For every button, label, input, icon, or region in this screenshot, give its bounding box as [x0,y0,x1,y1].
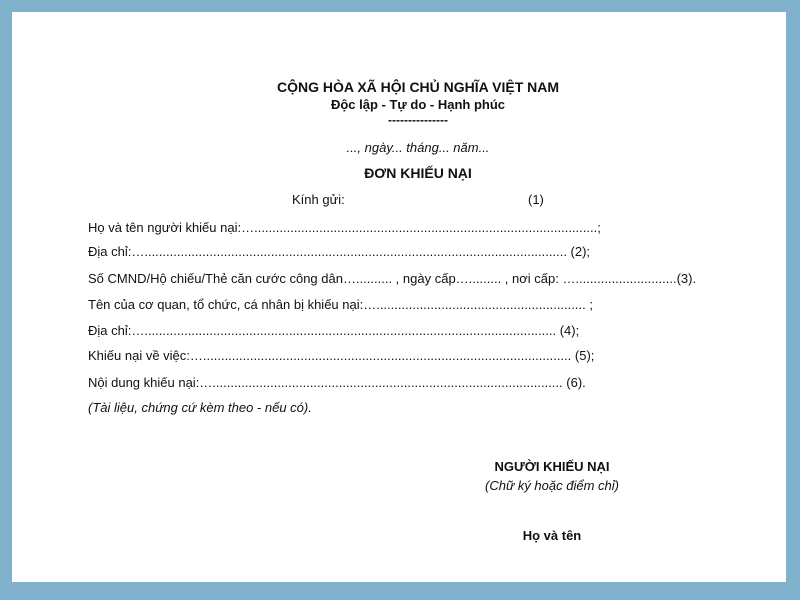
field-complaint-content: Nội dung khiếu nại:…................................................................................................. (6). [88,375,586,390]
signature-name-label: Họ và tên [522,528,582,543]
field-complainant-name: Họ và tên người khiếu nại:…...............................................................................................; [88,220,601,235]
recipient-label: Kính gửi: [292,192,345,207]
national-motto: Độc lập - Tự do - Hạnh phúc [330,97,506,112]
field-complainant-address: Địa chỉ:…..................................................................................................................... (2); [88,244,591,259]
recipient-note: (1) [528,192,544,207]
field-respondent-address: Địa chỉ:….................................................................................................................. (4); [88,323,580,338]
field-respondent-name: Tên của cơ quan, tổ chức, cá nhân bị khiếu nại:….......................................................... ; [88,297,593,312]
complaint-form-document [12,12,786,582]
attachments-note: (Tài liệu, chứng cứ kèm theo - nếu có). [88,400,312,415]
page-frame [12,12,786,582]
field-complaint-subject: Khiếu nại về việc:…...................................................................................................... (5); [88,348,595,363]
country-name: CỘNG HÒA XÃ HỘI CHỦ NGHĨA VIỆT NAM [276,79,560,95]
field-id-document: Số CMND/Hộ chiếu/Thẻ căn cước công dân….......... , ngày cấp…......... , nơi cấp: …............................(3). [88,271,697,286]
date-line: ..., ngày... tháng... năm... [346,140,490,155]
header-divider: --------------- [388,113,448,127]
document-title: ĐƠN KHIẾU NẠI [364,165,472,181]
signature-title: NGƯỜI KHIẾU NẠI [494,459,610,474]
signature-note: (Chữ ký hoặc điểm chỉ) [485,478,619,493]
